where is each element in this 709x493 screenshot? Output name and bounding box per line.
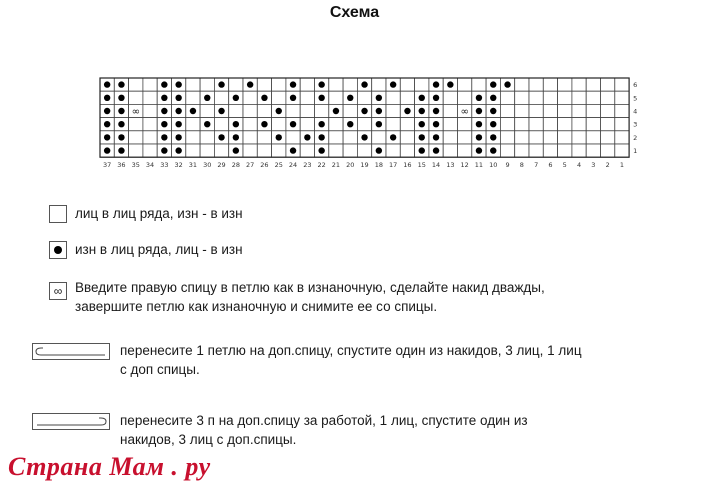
chart-cell <box>458 144 472 157</box>
row-number: 6 <box>633 81 638 90</box>
chart-dot <box>104 108 110 114</box>
chart-dot <box>118 81 124 87</box>
chart-cell <box>386 144 400 157</box>
chart-dot <box>376 108 382 114</box>
chart-cell <box>572 78 586 91</box>
chart-cell <box>272 118 286 131</box>
column-number: 13 <box>446 161 455 170</box>
chart-cell <box>300 91 314 104</box>
chart-cell <box>186 118 200 131</box>
chart-cell <box>515 118 529 131</box>
chart-dot <box>476 95 482 101</box>
chart-cell <box>214 118 228 131</box>
chart-cell <box>129 131 143 144</box>
chart-cell <box>615 118 629 131</box>
column-number: 16 <box>403 161 412 170</box>
chart-dot <box>161 95 167 101</box>
chart-dot <box>433 108 439 114</box>
chart-cell <box>543 144 557 157</box>
chart-cell <box>272 78 286 91</box>
row-number: 5 <box>633 94 638 103</box>
chart-dot <box>104 81 110 87</box>
chart-cell <box>386 104 400 117</box>
chart-dot <box>104 121 110 127</box>
chart-dot <box>104 134 110 140</box>
chart-cell <box>601 118 615 131</box>
column-number: 4 <box>576 161 582 170</box>
chart-dot <box>218 81 224 87</box>
chart-cell <box>443 91 457 104</box>
chart-cell <box>329 131 343 144</box>
chart-dot <box>347 121 353 127</box>
chart-cell <box>243 104 257 117</box>
chart-cell <box>214 91 228 104</box>
chart-dot <box>161 147 167 153</box>
chart-dot <box>261 121 267 127</box>
column-number: 10 <box>489 161 498 170</box>
column-number: 35 <box>131 161 140 170</box>
chart-dot <box>419 95 425 101</box>
chart-cell <box>315 104 329 117</box>
chart-dot <box>118 134 124 140</box>
chart-cell <box>243 131 257 144</box>
column-number: 19 <box>360 161 369 170</box>
cable-left-symbol-icon <box>32 343 110 360</box>
chart-cell <box>458 78 472 91</box>
chart-dot <box>433 147 439 153</box>
chart-cell <box>372 131 386 144</box>
chart-cell <box>372 78 386 91</box>
chart-cell <box>257 144 271 157</box>
chart-cell <box>558 78 572 91</box>
chart-cell <box>558 91 572 104</box>
chart-cell <box>272 91 286 104</box>
chart-dot <box>419 121 425 127</box>
chart-cell <box>615 131 629 144</box>
chart-cell <box>586 104 600 117</box>
chart-dot <box>233 134 239 140</box>
chart-cell <box>229 104 243 117</box>
legend-text-line: перенесите 3 п на доп.спицу за работой, 1 лиц, спустите один из <box>120 413 528 428</box>
chart-cell <box>129 144 143 157</box>
chart-dot <box>433 121 439 127</box>
column-number: 14 <box>431 161 441 170</box>
chart-dot <box>476 134 482 140</box>
chart-dot <box>175 134 181 140</box>
row-number: 4 <box>633 107 638 116</box>
chart-cell <box>129 91 143 104</box>
chart-cell <box>229 78 243 91</box>
chart-cell <box>200 131 214 144</box>
chart-cell <box>572 118 586 131</box>
chart-dot <box>318 134 324 140</box>
chart-cell <box>572 104 586 117</box>
chart-cell <box>443 131 457 144</box>
diagram-title: Схема <box>329 4 380 21</box>
chart-dot <box>161 108 167 114</box>
legend-text-line: завершите петлю как изнаночную и снимите ее со спицы. <box>75 299 438 314</box>
column-number: 31 <box>188 161 198 170</box>
infinity-symbol-icon: ∞ <box>49 282 67 300</box>
chart-cell <box>300 104 314 117</box>
chart-dot <box>175 108 181 114</box>
chart-cell <box>272 144 286 157</box>
chart-cell <box>243 144 257 157</box>
chart-dot <box>490 121 496 127</box>
row-number: 2 <box>633 133 638 142</box>
chart-dot <box>276 134 282 140</box>
chart-cell <box>257 104 271 117</box>
chart-dot <box>233 147 239 153</box>
chart-cell <box>458 91 472 104</box>
chart-cell <box>329 91 343 104</box>
chart-cell <box>586 91 600 104</box>
chart-dot <box>318 121 324 127</box>
chart-cell <box>129 78 143 91</box>
chart-dot <box>433 134 439 140</box>
chart-dot <box>118 95 124 101</box>
chart-cell <box>601 104 615 117</box>
chart-cell <box>543 118 557 131</box>
chart-cell <box>500 118 514 131</box>
chart-cell <box>214 144 228 157</box>
chart-cell <box>558 118 572 131</box>
chart-dot <box>261 95 267 101</box>
row-number: 1 <box>633 147 638 156</box>
column-number: 9 <box>505 161 510 170</box>
chart-dot <box>218 134 224 140</box>
chart-cell <box>601 144 615 157</box>
chart-dot <box>104 147 110 153</box>
column-number: 20 <box>346 161 355 170</box>
site-watermark: Страна Мам . ру <box>8 452 211 481</box>
column-number: 29 <box>217 161 226 170</box>
chart-cell <box>129 118 143 131</box>
legend-text-line: с доп спицы. <box>120 362 200 377</box>
row-number: 3 <box>633 120 638 129</box>
chart-cell <box>515 131 529 144</box>
chart-cell <box>300 78 314 91</box>
column-number: 2 <box>605 161 610 170</box>
chart-cell <box>472 78 486 91</box>
chart-dot <box>390 81 396 87</box>
chart-cell <box>515 78 529 91</box>
chart-dot <box>333 108 339 114</box>
chart-dot <box>404 108 410 114</box>
column-number: 12 <box>460 161 469 170</box>
chart-cell <box>586 78 600 91</box>
chart-cell <box>586 118 600 131</box>
chart-cell <box>529 78 543 91</box>
chart-cell <box>143 78 157 91</box>
chart-cell <box>357 144 371 157</box>
chart-cell <box>543 91 557 104</box>
chart-cell <box>400 118 414 131</box>
column-number: 23 <box>303 161 312 170</box>
column-number: 5 <box>562 161 567 170</box>
chart-dot <box>376 147 382 153</box>
chart-cell <box>458 118 472 131</box>
chart-cell <box>529 91 543 104</box>
chart-cell <box>329 144 343 157</box>
chart-cell <box>529 144 543 157</box>
chart-cell <box>143 104 157 117</box>
chart-cell <box>615 78 629 91</box>
column-number: 30 <box>203 161 212 170</box>
column-number: 8 <box>519 161 524 170</box>
column-number: 25 <box>274 161 283 170</box>
legend-text-knit: лиц в лиц ряда, изн - в изн <box>75 206 243 221</box>
chart-cell <box>601 91 615 104</box>
chart-cell <box>243 118 257 131</box>
chart-cell <box>500 104 514 117</box>
chart-dot <box>118 108 124 114</box>
chart-dot <box>233 121 239 127</box>
chart-dot <box>175 147 181 153</box>
chart-cell <box>357 91 371 104</box>
chart-infinity: ∞ <box>131 106 140 118</box>
chart-dot <box>490 147 496 153</box>
chart-dot <box>447 81 453 87</box>
chart-dot <box>118 147 124 153</box>
chart-dot <box>204 121 210 127</box>
column-number: 27 <box>246 161 255 170</box>
chart-cell <box>200 78 214 91</box>
dot-cell-symbol-icon <box>49 241 67 259</box>
chart-cell <box>257 131 271 144</box>
chart-cell <box>286 131 300 144</box>
chart-dot <box>361 81 367 87</box>
chart-cell <box>200 144 214 157</box>
chart-dot <box>290 81 296 87</box>
legend-text-purl: изн в лиц ряда, лиц - в изн <box>75 242 243 257</box>
column-number: 22 <box>317 161 326 170</box>
column-number: 1 <box>619 161 625 170</box>
column-number: 7 <box>534 161 539 170</box>
column-number: 33 <box>160 161 169 170</box>
chart-dot <box>419 108 425 114</box>
chart-dot <box>290 95 296 101</box>
cable-right-symbol-icon <box>32 413 110 430</box>
chart-dot <box>390 134 396 140</box>
chart-dot <box>204 95 210 101</box>
chart-cell <box>329 78 343 91</box>
legend-text-line: Введите правую спицу в петлю как в изнаночную, сделайте накид дважды, <box>75 280 545 295</box>
chart-cell <box>529 118 543 131</box>
chart-cell <box>601 131 615 144</box>
chart-cell <box>558 144 572 157</box>
chart-cell <box>400 131 414 144</box>
chart-cell <box>443 118 457 131</box>
chart-cell <box>300 118 314 131</box>
chart-dot <box>376 95 382 101</box>
chart-dot <box>118 121 124 127</box>
chart-cell <box>186 144 200 157</box>
chart-cell <box>615 144 629 157</box>
chart-dot <box>190 108 196 114</box>
column-number: 17 <box>389 161 398 170</box>
chart-cell <box>415 78 429 91</box>
chart-cell <box>400 144 414 157</box>
chart-dot <box>361 108 367 114</box>
column-number: 32 <box>174 161 183 170</box>
column-number: 21 <box>331 161 341 170</box>
chart-cell <box>500 144 514 157</box>
chart-cell <box>500 91 514 104</box>
chart-dot <box>290 121 296 127</box>
chart-cell <box>400 91 414 104</box>
chart-dot <box>175 121 181 127</box>
legend-text-double-wrap <box>75 278 545 316</box>
chart-dot <box>161 134 167 140</box>
column-number: 26 <box>260 161 269 170</box>
chart-cell <box>143 91 157 104</box>
column-number: 18 <box>374 161 383 170</box>
chart-dot <box>490 108 496 114</box>
chart-dot <box>161 121 167 127</box>
column-number: 36 <box>117 161 126 170</box>
chart-cell <box>500 131 514 144</box>
chart-dot <box>104 95 110 101</box>
chart-cell <box>357 118 371 131</box>
chart-cell <box>543 104 557 117</box>
chart-dot <box>490 81 496 87</box>
column-number: 6 <box>548 161 553 170</box>
chart-cell <box>257 78 271 91</box>
knitting-chart <box>92 74 662 182</box>
chart-cell <box>343 78 357 91</box>
chart-dot <box>247 81 253 87</box>
chart-cell <box>458 131 472 144</box>
chart-cell <box>200 104 214 117</box>
chart-cell <box>572 91 586 104</box>
chart-cell <box>400 78 414 91</box>
chart-cell <box>572 144 586 157</box>
chart-infinity: ∞ <box>460 106 469 118</box>
chart-cell <box>186 78 200 91</box>
chart-dot <box>490 134 496 140</box>
chart-cell <box>615 104 629 117</box>
chart-dot <box>419 134 425 140</box>
chart-cell <box>143 118 157 131</box>
chart-cell <box>515 91 529 104</box>
empty-cell-symbol-icon <box>49 205 67 223</box>
legend-text-cable-left <box>120 341 582 379</box>
chart-cell <box>143 131 157 144</box>
chart-cell <box>529 104 543 117</box>
chart-cell <box>601 78 615 91</box>
chart-cell <box>343 104 357 117</box>
chart-cell <box>515 104 529 117</box>
chart-cell <box>186 91 200 104</box>
chart-dot <box>376 121 382 127</box>
chart-dot <box>347 95 353 101</box>
column-number: 11 <box>474 161 484 170</box>
chart-dot <box>318 95 324 101</box>
chart-cell <box>572 131 586 144</box>
chart-dot <box>490 95 496 101</box>
chart-cell <box>615 91 629 104</box>
chart-dot <box>433 81 439 87</box>
chart-dot <box>476 147 482 153</box>
chart-cell <box>300 144 314 157</box>
chart-cell <box>586 144 600 157</box>
column-number: 3 <box>591 161 596 170</box>
legend-text-line: перенесите 1 петлю на доп.спицу, спустите один из накидов, 3 лиц, 1 лиц <box>120 343 582 358</box>
chart-cell <box>386 118 400 131</box>
chart-cell <box>558 131 572 144</box>
chart-cell <box>443 104 457 117</box>
chart-cell <box>529 131 543 144</box>
chart-cell <box>343 144 357 157</box>
column-number: 37 <box>103 161 112 170</box>
column-number: 15 <box>417 161 426 170</box>
column-number: 28 <box>231 161 240 170</box>
chart-dot <box>433 95 439 101</box>
column-number: 34 <box>145 161 155 170</box>
chart-dot <box>218 108 224 114</box>
chart-dot <box>304 134 310 140</box>
chart-dot <box>476 108 482 114</box>
chart-cell <box>329 118 343 131</box>
chart-dot <box>175 81 181 87</box>
chart-dot <box>175 95 181 101</box>
chart-dot <box>233 95 239 101</box>
chart-dot <box>504 81 510 87</box>
legend-text-cable-right <box>120 411 528 449</box>
chart-cell <box>243 91 257 104</box>
chart-cell <box>443 144 457 157</box>
chart-dot <box>419 147 425 153</box>
chart-cell <box>543 131 557 144</box>
chart-dot <box>290 147 296 153</box>
chart-dot <box>476 121 482 127</box>
chart-cell <box>286 104 300 117</box>
chart-cell <box>543 78 557 91</box>
column-number: 24 <box>288 161 298 170</box>
chart-dot <box>318 147 324 153</box>
legend-text-line: накидов, 3 лиц с доп.спицы. <box>120 432 297 447</box>
chart-cell <box>143 144 157 157</box>
chart-cell <box>386 91 400 104</box>
chart-dot <box>361 134 367 140</box>
chart-cell <box>515 144 529 157</box>
chart-dot <box>318 81 324 87</box>
chart-cell <box>558 104 572 117</box>
chart-cell <box>586 131 600 144</box>
chart-cell <box>186 131 200 144</box>
chart-dot <box>161 81 167 87</box>
chart-cell <box>343 131 357 144</box>
chart-dot <box>276 108 282 114</box>
